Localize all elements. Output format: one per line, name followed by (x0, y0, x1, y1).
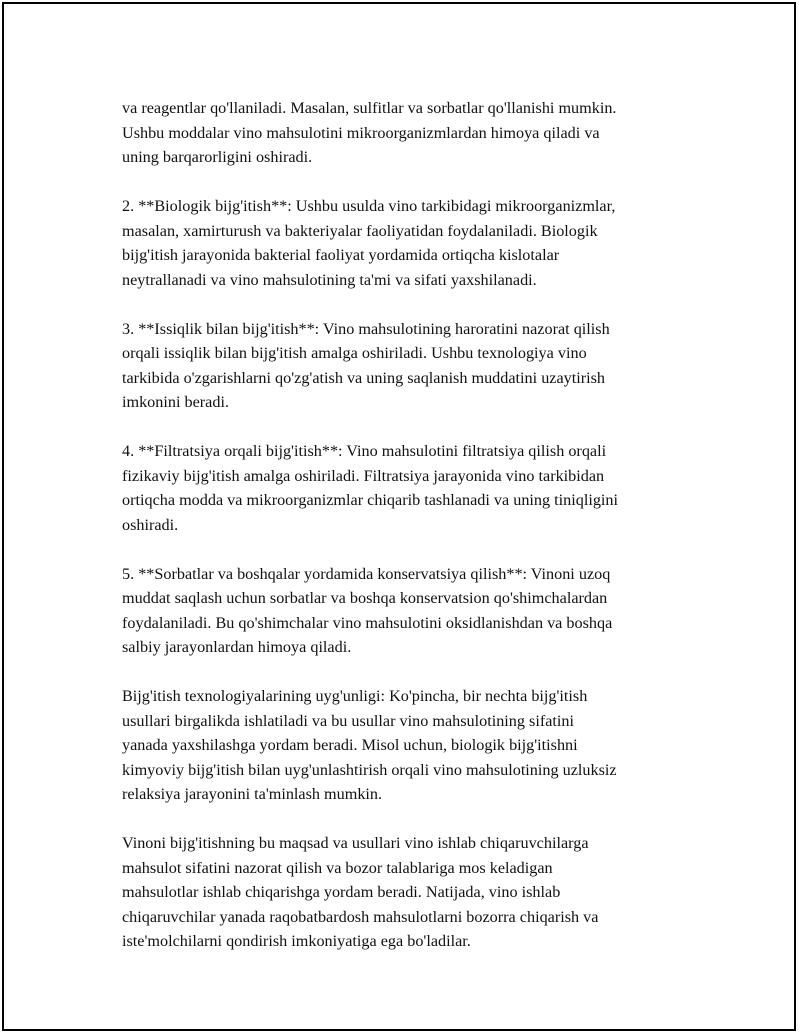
paragraph-sorbate-preservation: 5. **Sorbatlar va boshqalar yordamida konservatsiya qilish**: Vinoni uzoq muddat saqlash uchun sorbatlar va boshqa konservatsion qo'shimchalardan foydalaniladi. Bu qo'shimchalar vino mahsulotini oksidlanishdan va boshqa salbiy jarayonlardan himoya qiladi. (122, 564, 613, 656)
page-frame (2, 2, 796, 1031)
paragraph-intro-continuation: va reagentlar qo'llaniladi. Masalan, sulfitlar va sorbatlar qo'llanishi mumkin. Ushbu moddalar vino mahsulotini mikroorganizmlardan himoya qiladi va uning barqarorligini oshiradi. (122, 99, 617, 166)
paragraph-technology-harmony: Bijg'itish texnologiyalarining uyg'unligi: Ko'pincha, bir nechta bijg'itish usullari birgalikda ishlatiladi va bu usullar vino mahsulotining sifatini yanada yaxshilashga yordam beradi. Misol uchun, biologik bijg'itishni kimyoviy bijg'itish bilan uyg'unlashtirish orqali vino mahsulotining uzluksiz relaksiya jarayonini ta'minlash mumkin. (122, 687, 617, 803)
paragraph-conclusion: Vinoni bijg'itishning bu maqsad va usullari vino ishlab chiqaruvchilarga mahsulot sifatini nazorat qilish va bozor talablariga mos keladigan mahsulotlar ishlab chiqarishga yordam beradi. Natijada, vino ishlab chiqaruvchilar yanada raqobatbardosh mahsulotlarni bozorra chiqarish va iste'molchilarni qondirish imkoniyatiga ega bo'ladilar. (122, 834, 599, 950)
paragraph-biological-fermentation: 2. **Biologik bijg'itish**: Ushbu usulda vino tarkibidagi mikroorganizmlar, masalan, xamirturush va bakteriyalar faoliyatidan foydalaniladi. Biologik bijg'itish jarayonida bakterial faoliyat yordamida ortiqcha kislotalar neytrallanadi va vino mahsulotining ta'mi va sifati yaxshilanadi. (122, 197, 616, 289)
paragraph-filtration-fermentation: 4. **Filtratsiya orqali bijg'itish**: Vino mahsulotini filtratsiya qilish orqali fizikaviy bijg'itish amalga oshiriladi. Filtratsiya jarayonida vino tarkibidan ortiqcha modda va mikroorganizmlar chiqarib tashlanadi va uning tiniqligini oshiradi. (122, 442, 618, 534)
document-body (122, 96, 692, 978)
paragraph-heat-fermentation: 3. **Issiqlik bilan bijg'itish**: Vino mahsulotining haroratini nazorat qilish orqali issiqlik bilan bijg'itish amalga oshiriladi. Ushbu texnologiya vino tarkibida o'zgarishlarni qo'zg'atish va uning saqlanish muddatini uzaytirish imkonini beradi. (122, 319, 610, 411)
